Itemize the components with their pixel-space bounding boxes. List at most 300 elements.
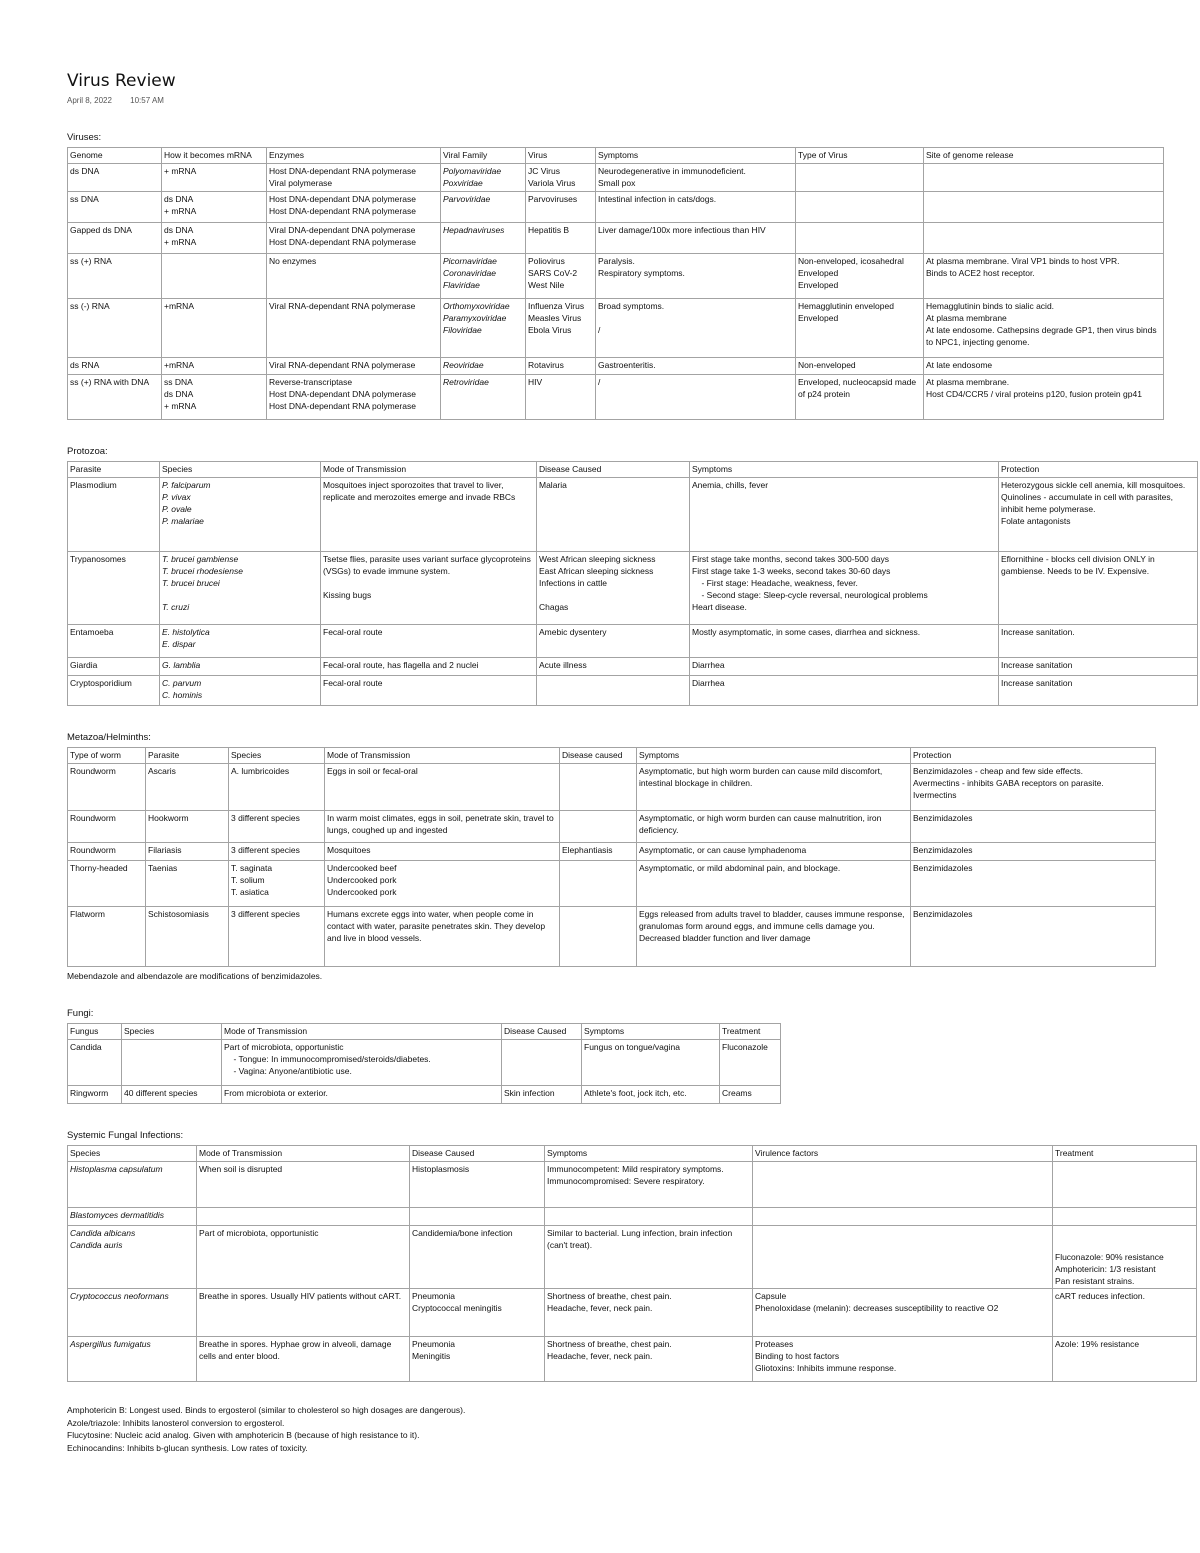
cell-line: Rotavirus [528,360,564,370]
table-cell [267,299,441,358]
cell-line: Immunocompromised: Severe respiratory. [547,1176,705,1186]
table-cell [1053,1289,1197,1337]
table-cell [526,192,596,223]
cell-line [1055,1209,1194,1221]
cell-line: Blastomyces dermatitidis [70,1210,165,1220]
table-row [68,552,1198,625]
cell-line: Cryptococcus neoformans [70,1291,169,1301]
cell-line: Enveloped [798,280,839,290]
table-cell [911,811,1156,843]
cell-line: Neurodegenerative in immunodeficient. [598,166,746,176]
cell-line [562,765,634,777]
table-cell [720,1040,781,1086]
table-cell [122,1086,222,1104]
metazoa-table [67,747,1156,967]
cell-line: Aspergillus fumigatus [70,1339,151,1349]
table-cell [924,375,1164,420]
column-header: Protection [999,462,1198,478]
table-cell [560,811,637,843]
cell-line: Measles Virus [528,313,582,323]
cell-line: Thorny-headed [70,863,128,873]
table-cell [526,299,596,358]
time-text: 10:57 AM [130,96,164,105]
cell-line: Fecal-oral route, has flagella and 2 nuclei [323,660,479,670]
table-cell [690,676,999,706]
protozoa-heading: Protozoa: [67,446,108,457]
table-cell [197,1208,410,1226]
column-header: Enzymes [267,148,441,164]
cell-line: + mRNA [164,237,197,247]
cell-line: At late endosome [926,360,993,370]
cell-line: ds RNA [70,360,100,370]
cell-line [598,312,793,324]
treatment-note: Amphotericin B: Longest used. Binds to ergosterol (similar to cholesterol so high dosages are dangerous). [67,1405,466,1415]
cell-line: E. dispar [162,639,196,649]
table-cell [596,299,796,358]
table-cell [68,907,146,967]
cell-line: Paralysis. [598,256,635,266]
cell-line: + mRNA [164,206,197,216]
column-header: Symptoms [545,1146,753,1162]
table-cell [537,676,690,706]
table-cell [325,811,560,843]
column-header: Disease Caused [410,1146,545,1162]
cell-line [504,1041,579,1053]
cell-line [199,1209,407,1221]
fungi-table [67,1023,781,1104]
table-row [68,1208,1197,1226]
table-cell [582,1086,720,1104]
table-row [68,223,1164,254]
cell-line: C. parvum [162,678,202,688]
column-header: Type of Virus [796,148,924,164]
table-cell [911,861,1156,907]
cell-line: Kissing bugs [323,590,372,600]
table-cell [197,1226,410,1289]
column-header: Type of worm [68,748,146,764]
cell-line: Elephantiasis [562,845,613,855]
cell-line: + mRNA [164,401,197,411]
cell-line: Avermectins - inhibits GABA receptors on parasite. [913,778,1104,788]
cell-line: T. saginata [231,863,273,873]
table-cell [753,1337,1053,1382]
cell-line [539,589,687,601]
table-header-row [68,462,1198,478]
table-cell [321,478,537,552]
cell-line: Heart disease. [692,602,747,612]
cell-line: Coronaviridae [443,268,496,278]
table-cell [796,192,924,223]
cell-line: Roundworm [70,766,116,776]
cell-line: Polyomaviridae [443,166,502,176]
table-cell [526,164,596,192]
cell-line: Histoplasma capsulatum [70,1164,163,1174]
table-cell [502,1040,582,1086]
cell-line: Roundworm [70,845,116,855]
cell-line: T. brucei brucei [162,578,220,588]
table-cell [410,1162,545,1208]
table-cell [197,1162,410,1208]
table-cell [197,1337,410,1382]
treatment-note: Echinocandins: Inhibits b-glucan synthesis. Low rates of toxicity. [67,1442,308,1453]
table-row [68,1337,1197,1382]
cell-line: Benzimidazoles [913,909,973,919]
table-cell [924,192,1164,223]
cell-line: Fluconazole: 90% resistance [1055,1252,1164,1262]
table-cell [267,223,441,254]
cell-line: T. cruzi [162,602,190,612]
cell-line: T. solium [231,875,265,885]
cell-line: Liver damage/100x more infectious than HIV [598,225,766,235]
cell-line [926,193,1161,205]
table-cell [596,375,796,420]
table-cell [796,299,924,358]
table-cell [68,811,146,843]
cell-line: cART reduces infection. [1055,1291,1145,1301]
cell-line [562,812,634,824]
cell-line: - Vagina: Anyone/antibiotic use. [224,1066,352,1076]
table-row [68,192,1164,223]
table-header-row [68,1146,1197,1162]
cell-line: At plasma membrane [926,313,1007,323]
cell-line: Candidemia/bone infection [412,1228,513,1238]
cell-line: ds DNA [164,225,194,235]
cell-line: Mosquitoes [327,845,371,855]
cell-line: ss DNA [164,377,193,387]
cell-line: Athlete's foot, jock itch, etc. [584,1088,687,1098]
table-cell [924,358,1164,375]
table-cell [560,861,637,907]
cell-line [1055,1163,1194,1175]
table-cell [526,375,596,420]
cell-line: At late endosome. Cathepsins degrade GP1, then virus binds to NPC1, injecting genome. [926,325,1159,347]
column-header: Site of genome release [924,148,1164,164]
cell-line: Azole: 19% resistance [1055,1339,1140,1349]
cell-line: Enveloped, nucleocapsid made of p24 protein [798,377,919,399]
table-row [68,1289,1197,1337]
table-cell [753,1208,1053,1226]
cell-line: Reverse-transcriptase [269,377,353,387]
cell-line: Creams [722,1088,752,1098]
table-row [68,164,1164,192]
cell-line: Headache, fever, neck pain. [547,1303,653,1313]
table-cell [796,254,924,299]
cell-line: Gastroenteritis. [598,360,656,370]
column-header: Treatment [720,1024,781,1040]
table-cell [68,478,160,552]
cell-line: Increase sanitation. [1001,627,1075,637]
table-cell [690,625,999,658]
table-cell [911,843,1156,861]
table-cell [1053,1337,1197,1382]
cell-line: Candida [70,1042,102,1052]
table-cell [229,861,325,907]
table-cell [68,625,160,658]
cell-line: Skin infection [504,1088,555,1098]
cell-line: Filoviridae [443,325,482,335]
cell-line: Poliovirus [528,256,565,266]
table-row [68,358,1164,375]
table-cell [160,625,321,658]
cell-line: Viral polymerase [269,178,333,188]
cell-line [562,908,634,920]
cell-line: Orthomyxoviridae [443,301,510,311]
cell-line: Meningitis [412,1351,451,1361]
table-cell [596,164,796,192]
column-header: Species [68,1146,197,1162]
table-cell [68,764,146,811]
table-cell [537,478,690,552]
cell-line: Binding to host factors [755,1351,840,1361]
cell-line: Hepatitis B [528,225,570,235]
cell-line: Pan resistant strains. [1055,1276,1135,1286]
table-cell [999,658,1198,676]
table-cell [410,1208,545,1226]
table-cell [502,1086,582,1104]
cell-line [547,1209,750,1221]
cell-line: First stage take 1-3 weeks, second takes 30-60 days [692,566,891,576]
table-cell [999,552,1198,625]
table-row [68,676,1198,706]
column-header: Treatment [1053,1146,1197,1162]
cell-line [162,589,318,601]
cell-line: Flatworm [70,909,105,919]
table-cell [321,625,537,658]
table-cell [160,676,321,706]
table-cell [690,658,999,676]
cell-line: Cryptococcal meningitis [412,1303,502,1313]
cell-line: Immunocompetent: Mild respiratory symptoms. [547,1164,724,1174]
cell-line [926,224,1161,236]
table-cell [162,299,267,358]
table-cell [325,861,560,907]
table-cell [146,764,229,811]
table-cell [637,811,911,843]
cell-line: Hemagglutinin enveloped [798,301,894,311]
cell-line: Amphotericin: 1/3 resistant [1055,1264,1156,1274]
column-header: Disease Caused [502,1024,582,1040]
table-cell [160,552,321,625]
table-cell [229,843,325,861]
table-cell [560,907,637,967]
cell-line: Eflornithine - blocks cell division ONLY in gambiense. Needs to be IV. Expensive. [1001,554,1158,576]
table-row [68,254,1164,299]
cell-line: Reoviridae [443,360,484,370]
table-cell [796,375,924,420]
table-cell [796,223,924,254]
table-cell [222,1040,502,1086]
cell-line: Fecal-oral route [323,678,383,688]
cell-line: Picornaviridae [443,256,497,266]
cell-line: Shortness of breathe, chest pain. [547,1339,672,1349]
cell-line: ss (-) RNA [70,301,110,311]
cell-line: Infections in cattle [539,578,608,588]
cell-line: Host DNA-dependant RNA polymerase [269,401,416,411]
cell-line: Folate antagonists [1001,516,1071,526]
cell-line: No enzymes [269,256,317,266]
cell-line: P. ovale [162,504,192,514]
column-header: Genome [68,148,162,164]
table-cell [68,192,162,223]
table-row [68,907,1156,967]
column-header: Parasite [146,748,229,764]
cell-line: - First stage: Headache, weakness, fever. [692,578,858,588]
table-cell [911,764,1156,811]
cell-line: From microbiota or exterior. [224,1088,328,1098]
table-cell [68,358,162,375]
table-cell [560,843,637,861]
cell-line [798,193,921,205]
table-cell [545,1208,753,1226]
metazoa-heading: Metazoa/Helminths: [67,732,151,743]
table-cell [545,1226,753,1289]
table-header-row [68,748,1156,764]
protozoa-table [67,461,1198,706]
table-cell [146,907,229,967]
cell-line: Undercooked pork [327,875,397,885]
cell-line: Viral RNA-dependant RNA polymerase [269,301,416,311]
cell-line: At plasma membrane. [926,377,1010,387]
cell-line: - Second stage: Sleep-cycle reversal, neurological problems [692,590,928,600]
cell-line: 40 different species [124,1088,198,1098]
cell-line: Benzimidazoles [913,863,973,873]
table-cell [690,478,999,552]
table-cell [753,1226,1053,1289]
cell-line: ds DNA [70,166,100,176]
cell-line: First stage take months, second takes 300-500 days [692,554,890,564]
cell-line [124,1041,219,1053]
cell-line: Benzimidazoles [913,845,973,855]
page-date [67,96,1197,108]
table-cell [526,223,596,254]
cell-line: Paramyxoviridae [443,313,507,323]
cell-line: In warm moist climates, eggs in soil, penetrate skin, travel to lungs, coughed up and ingested [327,813,557,835]
cell-line: Amebic dysentery [539,627,607,637]
cell-line: Fecal-oral route [323,627,383,637]
cell-line: Ascaris [148,766,176,776]
table-cell [68,164,162,192]
cell-line [323,577,534,589]
table-cell [1053,1226,1197,1289]
cell-line: Candida auris [70,1240,123,1250]
table-row [68,658,1198,676]
table-cell [999,625,1198,658]
table-cell [162,223,267,254]
cell-line: Taenias [148,863,178,873]
table-cell [1053,1208,1197,1226]
cell-line: ss (+) RNA [70,256,112,266]
table-cell [197,1289,410,1337]
cell-line: Gliotoxins: Inhibits immune response. [755,1363,897,1373]
column-header: Disease Caused [537,462,690,478]
table-cell [796,358,924,375]
cell-line: Viral DNA-dependant DNA polymerase [269,225,416,235]
fungi-heading: Fungi: [67,1008,94,1019]
table-cell [160,478,321,552]
cell-line: Trypanosomes [70,554,126,564]
treatment-note: Flucytosine: Nucleic acid analog. Given with amphotericin B (because of high resistance to it). [67,1430,420,1440]
cell-line: Small pox [598,178,636,188]
table-cell [441,192,526,223]
cell-line: Mostly asymptomatic, in some cases, diarrhea and sickness. [692,627,921,637]
cell-line: Humans excrete eggs into water, when people come in contact with water, parasite penetrates skin. They develop and live in blood vessels. [327,909,548,943]
cell-line: Quinolines - accumulate in cell with parasites, inhibit heme polymerase. [1001,492,1176,514]
table-cell [68,1289,197,1337]
cell-line: Giardia [70,660,98,670]
treatment-notes [67,1404,1197,1454]
cell-line [1055,1227,1194,1239]
table-cell [690,552,999,625]
table-cell [229,907,325,967]
table-cell [410,1337,545,1382]
cell-line: G. lamblia [162,660,201,670]
cell-line: When soil is disrupted [199,1164,283,1174]
table-cell [162,254,267,299]
cell-line: Host DNA-dependant DNA polymerase [269,194,416,204]
column-header: How it becomes mRNA [162,148,267,164]
table-cell [162,164,267,192]
table-cell [924,254,1164,299]
cell-line: Fungus on tongue/vagina [584,1042,680,1052]
cell-line: West African sleeping sickness [539,554,656,564]
table-cell [267,358,441,375]
cell-line [562,862,634,874]
table-cell [537,658,690,676]
cell-line: Ebola Virus [528,325,572,335]
cell-line: Part of microbiota, opportunistic [224,1042,344,1052]
cell-line: HIV [528,377,543,387]
cell-line: / [598,325,601,335]
cell-line: Benzimidazoles [913,813,973,823]
table-cell [325,843,560,861]
table-cell [526,254,596,299]
table-cell [637,861,911,907]
cell-line: Parvoviridae [443,194,491,204]
cell-line: P. malariae [162,516,204,526]
table-cell [146,843,229,861]
cell-line: Poxviridae [443,178,483,188]
date-text: April 8, 2022 [67,96,112,105]
cell-line: Influenza Virus [528,301,585,311]
column-header: Virus [526,148,596,164]
cell-line: A. lumbricoides [231,766,290,776]
cell-line: P. falciparum [162,480,211,490]
cell-line: Roundworm [70,813,116,823]
page [67,70,1197,1454]
column-header: Parasite [68,462,160,478]
table-cell [796,164,924,192]
table-row [68,375,1164,420]
table-cell [441,299,526,358]
column-header: Symptoms [596,148,796,164]
cell-line [1055,1239,1194,1251]
cell-line: Breathe in spores. Hyphae grow in alveoli, damage cells and enter blood. [199,1339,394,1361]
cell-line: Non-enveloped, icosahedral [798,256,904,266]
table-cell [162,192,267,223]
cell-line: Phenoloxidase (melanin): decreases susceptibility to reactive O2 [755,1303,999,1313]
page-title: Virus Review [67,71,176,91]
cell-line: E. histolytica [162,627,210,637]
cell-line: Intestinal infection in cats/dogs. [598,194,717,204]
cell-line: Benzimidazoles - cheap and few side effects. [913,766,1083,776]
cell-line: Anemia, chills, fever [692,480,769,490]
table-cell [222,1086,502,1104]
column-header: Protection [911,748,1156,764]
treatment-note: Azole/triazole: Inhibits lanosterol conversion to ergosterol. [67,1417,285,1428]
table-cell [410,1289,545,1337]
table-cell [1053,1162,1197,1208]
cell-line: Increase sanitation [1001,660,1073,670]
